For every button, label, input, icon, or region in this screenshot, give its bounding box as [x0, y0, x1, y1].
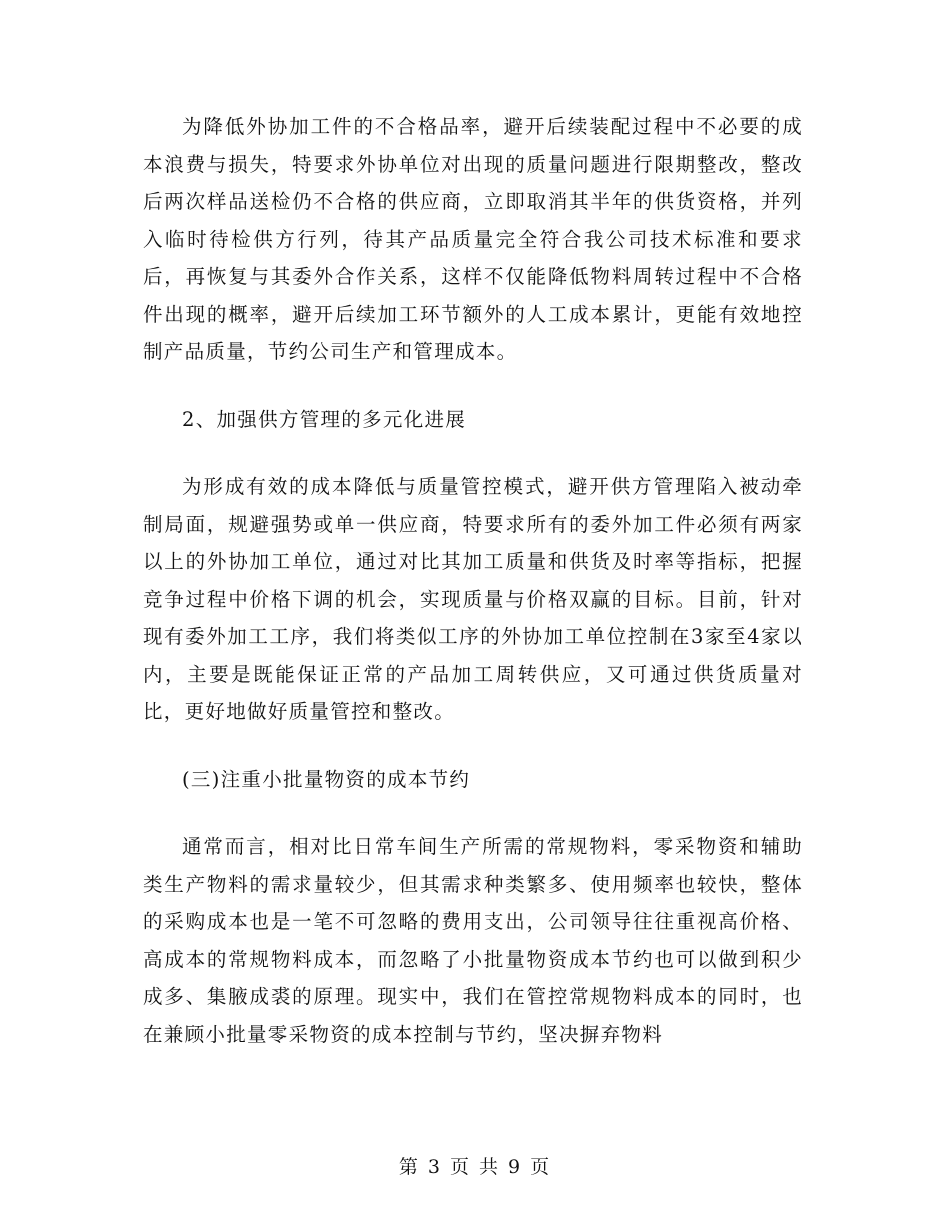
page-footer: 第 3 页 共 9 页: [398, 1156, 552, 1178]
section-heading-small-batch: (三)注重小批量物资的成本节约: [182, 767, 471, 791]
paragraph-outsourcing-quality: 为降低外协加工件的不合格品率，避开后续装配过程中不必要的成本浪费与损失，特要求外协单位对出现的质量问题进行限期整改，整改后两次样品送检仍不合格的供应商，立即取消其半年的供货资格，并列入临时待检供方行列，待其产品质量完全符合我公司技术标准和要求后，再恢复与其委外合作关系，这样不仅能降低物料周转过程中不合格件出现的概率，避开后续加工环节额外的人工成本累计，更能有效地控制产品质量，节约公司生产和管理成本。: [143, 115, 803, 363]
paragraph-supplier-diversification: 为形成有效的成本降低与质量管控模式，避开供方管理陷入被动牵制局面，规避强势或单一供应商，特要求所有的委外加工件必须有两家以上的外协加工单位，通过对比其加工质量和供货及时率等指标，把握竞争过程中价格下调的机会，实现质量与价格双赢的目标。目前，针对现有委外加工工序，我们将类似工序的外协加工单位控制在3家至4家以内，主要是既能保证正常的产品加工周转供应，又可通过供货质量对比，更好地做好质量管控和整改。: [143, 475, 803, 723]
paragraph-small-batch-savings: 通常而言，相对比日常车间生产所需的常规物料，零采物资和辅助类生产物料的需求量较少，但其需求种类繁多、使用频率也较快，整体的采购成本也是一笔不可忽略的费用支出，公司领导往往重视高价格、高成本的常规物料成本，而忽略了小批量物资成本节约也可以做到积少成多、集腋成裘的原理。现实中，我们在管控常规物料成本的同时，也在兼顾小批量零采物资的成本控制与节约，坚决摒弃物料: [143, 835, 803, 1046]
page-content: [143, 108, 803, 1053]
section-heading-supplier-diversification: 2、加强供方管理的多元化进展: [182, 407, 467, 431]
